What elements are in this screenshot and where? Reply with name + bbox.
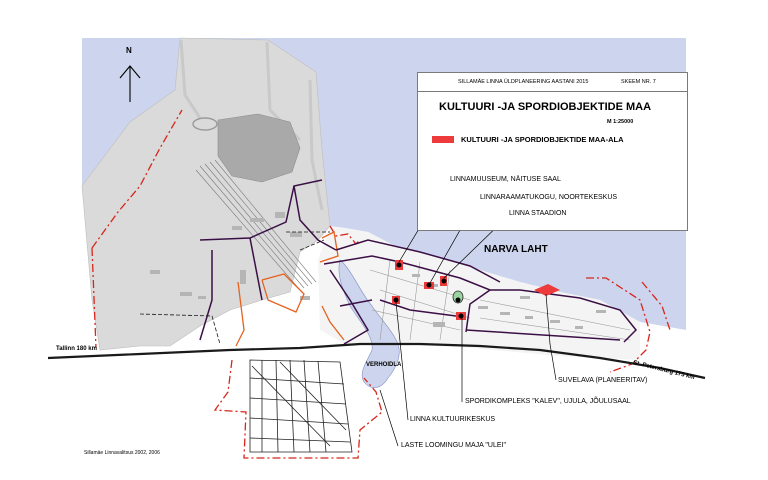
callout-museum: LINNAMUUSEUM, NÄITUSE SAAL bbox=[450, 176, 561, 183]
callout-library: LINNARAAMATUKOGU, NOORTEKESKUS bbox=[480, 194, 618, 201]
map-title: KULTUURI -JA SPORDIOBJEKTIDE MAA bbox=[439, 101, 652, 113]
legend-swatch bbox=[432, 136, 454, 143]
callout-suvelava: SUVELAVA (PLANEERITAV) bbox=[558, 377, 648, 384]
ash-pond bbox=[218, 114, 300, 182]
map-scale: M 1:25000 bbox=[607, 119, 634, 125]
legend-header bbox=[418, 73, 687, 92]
callout-stadium: LINNA STAADION bbox=[509, 210, 567, 217]
callout-sport: SPORDIKOMPLEKS "KALEV", UJULA, JÕULUSAAL bbox=[465, 398, 631, 405]
place-label-verhoidla: VERHOIDLA bbox=[366, 362, 402, 368]
north-label: N bbox=[126, 46, 132, 55]
callout-culture: LINNA KULTUURIKESKUS bbox=[410, 416, 496, 423]
callout-children: LASTE LOOMINGU MAJA "ULEI" bbox=[401, 442, 506, 449]
credit-text: Sillamäe Linnavalitsus 2002, 2006 bbox=[84, 450, 160, 456]
plan-title: SILLAMÄE LINNA ÜLDPLANEERING AASTANI 2015 bbox=[458, 79, 589, 85]
scheme-number: SKEEM NR. 7 bbox=[621, 79, 656, 85]
sea-label: NARVA LAHT bbox=[484, 244, 548, 255]
road-label-st-petersburg: St. Petersburg 175 km bbox=[632, 360, 696, 382]
legend-panel bbox=[417, 72, 688, 231]
legend-label: KULTUURI -JA SPORDIOBJEKTIDE MAA-ALA bbox=[461, 135, 624, 144]
road-label-tallinn: Tallinn 180 km bbox=[56, 346, 97, 352]
